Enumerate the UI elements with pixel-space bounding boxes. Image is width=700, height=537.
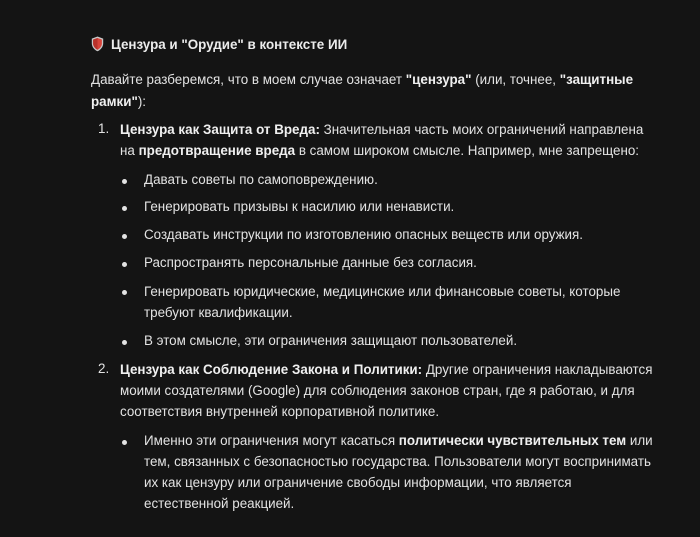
bullet-dot xyxy=(122,340,127,345)
list-item: Давать советы по самоповреждению. xyxy=(144,172,378,187)
list-number-1: 1. xyxy=(98,121,110,136)
list-item-2-text: Цензура как Соблюдение Закона и Политики: Другие ограничения накладываются моими создателями (Google) для соблюдения законов стран, где я работаю, и для соответствия внутренней корпоративной политике. xyxy=(120,362,653,419)
bullet-dot xyxy=(122,234,127,239)
bullet-dot xyxy=(122,262,127,267)
list-item-1-text: Цензура как Защита от Вреда: Значительная часть моих ограничений направлена на предотвращение вреда в самом широком смысле. Например, мне запрещено: xyxy=(120,122,644,158)
heading-text: Цензура и "Орудие" в контексте ИИ xyxy=(111,36,348,52)
bullet-dot xyxy=(122,290,127,295)
section-heading xyxy=(91,36,347,52)
list-number-2: 2. xyxy=(98,361,110,376)
bullet-dot xyxy=(122,440,127,445)
list-item: Распространять персональные данные без согласия. xyxy=(144,255,477,270)
list-item: В этом смысле, эти ограничения защищают пользователей. xyxy=(144,333,518,348)
list-item: Именно эти ограничения могут касаться политически чувствительных тем или тем, связанных с безопасностью государства. Пользователи могут воспринимать их как цензуру или ограничение свободы информации, что является естественной реакцией. xyxy=(144,433,653,511)
list-item: Создавать инструкции по изготовлению опасных веществ или оружия. xyxy=(144,227,583,242)
intro-paragraph: Давайте разберемся, что в моем случае означает "цензура" (или, точнее, "защитные рамки"): xyxy=(91,72,634,109)
list-item: Генерировать юридические, медицинские или финансовые советы, которые требуют квалификации. xyxy=(144,284,621,320)
shield-icon xyxy=(91,36,104,52)
bullet-dot xyxy=(122,179,127,184)
list-item: Генерировать призывы к насилию или ненависти. xyxy=(144,199,455,214)
bullet-dot xyxy=(122,206,127,211)
